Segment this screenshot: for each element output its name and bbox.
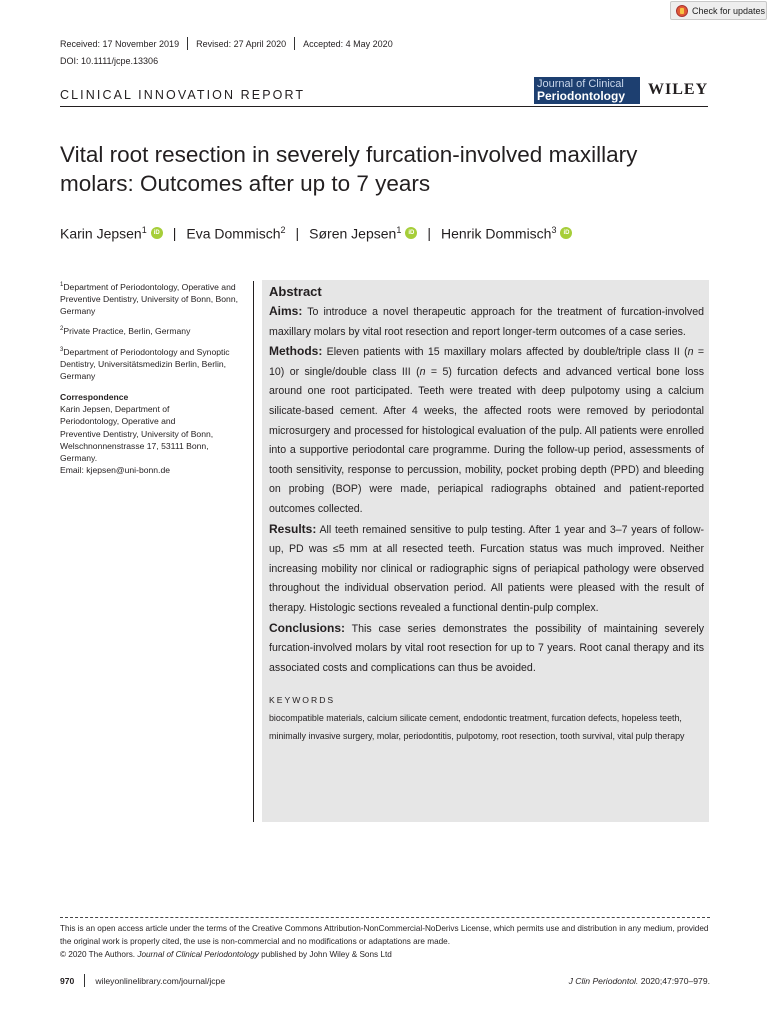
author[interactable]: Henrik Dommisch$^3$: [441, 225, 557, 242]
author[interactable]: Eva Dommisch$^2$: [186, 225, 286, 242]
author[interactable]: Karin Jepsen$^1$: [60, 225, 147, 242]
keywords: biocompatible materials, calcium silicate cement, endodontic treatment, furcation defects, hopeless teeth, minimally invasive surgery, molar, periodontitis, pulpotomy, root resection, tooth survival, vital pulp therapy: [269, 713, 685, 742]
journal-logo-line2: Periodontology: [537, 89, 625, 103]
footer-rule: [60, 917, 710, 918]
divider: [187, 37, 188, 50]
keywords-heading: KEYWORDS: [269, 695, 336, 706]
correspondence-line: Periodontology, Operative and: [60, 416, 176, 427]
license-text: This is an open access article under the terms of the Creative Commons Attribution-NonCommercial-NoDerivs License, which permits use and distribution in any medium, provided the original work is properly cited, the use is non-commercial and no modifications or adaptations are made.: [60, 924, 709, 946]
correspondence-line: Karin Jepsen, Department of: [60, 404, 170, 415]
correspondence-line: Welschnonnenstrasse 17, 53111 Bonn,: [60, 440, 209, 451]
affiliation: $^2$Private Practice, Berlin, Germany: [60, 326, 191, 337]
author-separator: |: [427, 225, 431, 242]
affiliation: $^3$Department of Periodontology and Synoptic Dentistry, Universitätsmedizin Berlin, Berlin, Germany: [60, 346, 230, 381]
header-rule: [60, 106, 708, 107]
doi[interactable]: DOI: 10.1111/jcpe.13306: [60, 56, 159, 66]
accepted-date: Accepted: 4 May 2020: [303, 38, 393, 49]
section-heading: CLINICAL INNOVATION REPORT: [60, 88, 306, 102]
orcid-icon[interactable]: iD: [560, 227, 572, 239]
abstract-methods: Methods: Eleven patients with 15 maxillary molars affected by double/triple class II (n = 10) or single/double class III (n = 5) furcation defects and advanced vertical bone loss around one root participated. Teeth were treated with deep pulpotomy using a calcium silicate-based cement. After 4 weeks, the affected roots were removed by periodontal microsurgery and processed for histological evaluation of the pulp. All patients were enrolled into a supportive periodontal care programme. During the follow-up period, assessments of tooth sensitivity, response to percussion, mobility, pocket probing depth (PPD) and bleeding on probing (BOP) were made, periapical radiographs obtained and patient-reported outcomes collected.: [269, 344, 705, 515]
check-for-updates-button[interactable]: [670, 1, 767, 20]
abstract-conclusions: Conclusions: This case series demonstrates the possibility of maintaining severely furcation-involved molars by vital root resection for up to 7 years. Root canal therapy and its associated costs and complications can thus be avoided.: [269, 620, 704, 674]
article-title: Vital root resection in severely furcation-involved maxillary molars: Outcomes after up to 7 years: [60, 142, 638, 196]
correspondence-heading: Correspondence: [60, 392, 129, 402]
journal-logo: [534, 77, 640, 104]
abstract-box: [262, 280, 709, 822]
divider: [84, 974, 85, 987]
received-date: Received: 17 November 2019: [60, 38, 180, 49]
abstract-aims: Aims: To introduce a novel therapeutic approach for the treatment of furcation-involved maxillary molars by vital root resection and report longer-term outcomes of a case series.: [269, 304, 704, 338]
revised-date: Revised: 27 April 2020: [196, 38, 287, 49]
correspondence-email[interactable]: Email: kjepsen@uni-bonn.de: [60, 465, 171, 476]
column-divider: [253, 281, 254, 822]
divider: [294, 37, 295, 50]
license-notice: [60, 922, 710, 961]
correspondence-line: Preventive Dentistry, University of Bonn,: [60, 428, 214, 439]
abstract-heading: Abstract: [269, 284, 322, 299]
check-for-updates-label: Check for updates: [692, 5, 766, 16]
article-dates: [60, 37, 393, 50]
orcid-icon[interactable]: iD: [405, 227, 417, 239]
author-list: [60, 225, 572, 242]
author[interactable]: Søren Jepsen$^1$: [309, 225, 402, 242]
copyright: © 2020 The Authors. Journal of Clinical Periodontology published by John Wiley & Sons Ltd: [60, 950, 392, 959]
page-footer: [60, 974, 710, 987]
orcid-icon[interactable]: iD: [151, 227, 163, 239]
affiliation: $^1$Department of Periodontology, Operative and Preventive Dentistry, University of Bonn, Bonn, Germany: [60, 281, 239, 317]
abstract-results: Results: All teeth remained sensitive to pulp testing. After 1 year and 3–7 years of follow-up, PD was ≤5 mm at all resected teeth. Furcation status was much improved. Neither increasing mobility nor clinical or radiographic signs of periapical pathology were observed throughout the individual observation period. All patients were pleased with the result of therapy. Histologic sections revealed a functional dentin-pulp complex.: [269, 521, 705, 614]
journal-url[interactable]: wileyonlinelibrary.com/journal/jcpe: [95, 975, 226, 986]
citation: J Clin Periodontol. 2020;47:970–979.: [568, 975, 710, 986]
affiliations-column: [60, 279, 245, 476]
author-separator: |: [172, 225, 177, 242]
update-badge-icon: [676, 5, 688, 17]
journal-logo-line1: Journal of Clinical: [537, 78, 624, 90]
page-number: 970: [60, 975, 75, 986]
correspondence-line: Germany.: [60, 453, 98, 464]
publisher-logo: WILEY: [648, 81, 709, 98]
author-separator: |: [295, 225, 300, 242]
